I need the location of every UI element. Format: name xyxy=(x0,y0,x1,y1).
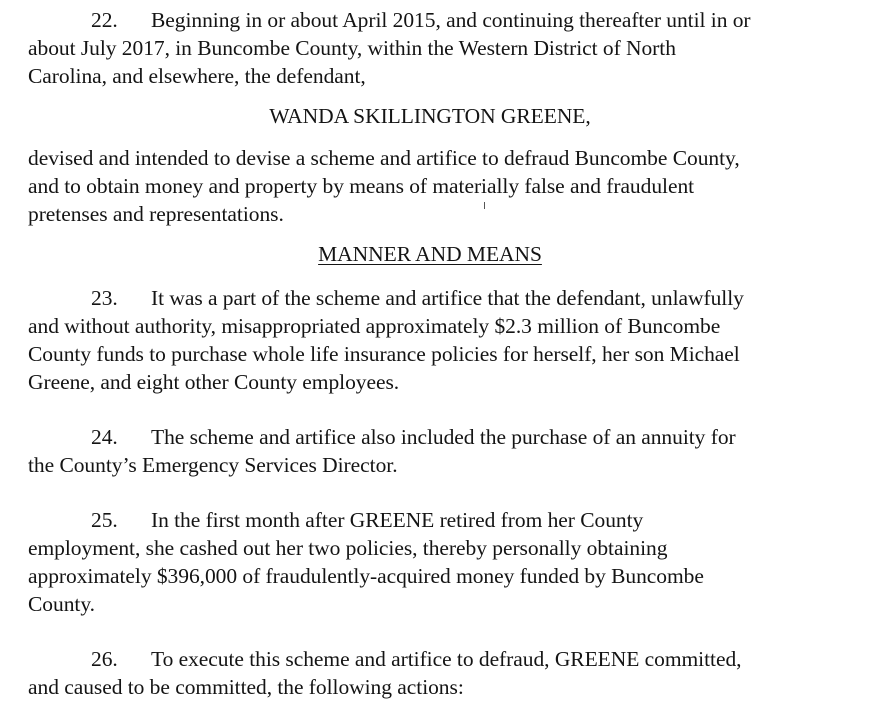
paragraph-23-text: It was a part of the scheme and artifice that the defendant, unlawfully xyxy=(151,286,744,310)
paragraph-23-line-1 xyxy=(91,288,744,310)
defendant-name: WANDA SKILLINGTON GREENE, xyxy=(269,104,591,128)
paragraph-26-line-2: and caused to be committed, the following actions: xyxy=(28,675,464,699)
paragraph-22-line-1 xyxy=(91,10,751,32)
paragraph-24-number: 24. xyxy=(91,425,118,449)
paragraph-22-line-2: about July 2017, in Buncombe County, within the Western District of North xyxy=(28,36,676,60)
paragraph-23-number: 23. xyxy=(91,286,118,310)
paragraph-25-text: In the first month after GREENE retired from her County xyxy=(151,508,644,532)
paragraph-26-text: To execute this scheme and artifice to defraud, GREENE committed, xyxy=(151,647,742,671)
paragraph-25-line-3: approximately $396,000 of fraudulently-acquired money funded by Buncombe xyxy=(28,564,704,588)
paragraph-25-line-2: employment, she cashed out her two policies, thereby personally obtaining xyxy=(28,536,668,560)
paragraph-22-line-3: Carolina, and elsewhere, the defendant, xyxy=(28,64,366,88)
paragraph-23-line-2: and without authority, misappropriated approximately $2.3 million of Buncombe xyxy=(28,314,721,338)
scheme-line-1: devised and intended to devise a scheme and artifice to defraud Buncombe County, xyxy=(28,146,740,170)
scheme-line-3: pretenses and representations. xyxy=(28,202,284,226)
paragraph-23-line-3: County funds to purchase whole life insurance policies for herself, her son Michael xyxy=(28,342,740,366)
paragraph-24-line-1 xyxy=(91,427,736,449)
paragraph-25-line-4: County. xyxy=(28,592,95,616)
paragraph-23-line-4: Greene, and eight other County employees. xyxy=(28,370,400,394)
section-heading: MANNER AND MEANS xyxy=(318,242,542,266)
paragraph-22-text: Beginning in or about April 2015, and continuing thereafter until in or xyxy=(151,8,751,32)
paragraph-24-line-2: the County’s Emergency Services Director. xyxy=(28,453,398,477)
paragraph-25-line-1 xyxy=(91,510,643,532)
paragraph-26-number: 26. xyxy=(91,647,118,671)
paragraph-22-number: 22. xyxy=(91,8,118,32)
scheme-line-2: and to obtain money and property by means of materially false and fraudulent xyxy=(28,174,695,198)
stray-mark xyxy=(484,202,485,209)
paragraph-24-text: The scheme and artifice also included the purchase of an annuity for xyxy=(151,425,736,449)
paragraph-26-line-1 xyxy=(91,649,741,671)
paragraph-25-number: 25. xyxy=(91,508,118,532)
